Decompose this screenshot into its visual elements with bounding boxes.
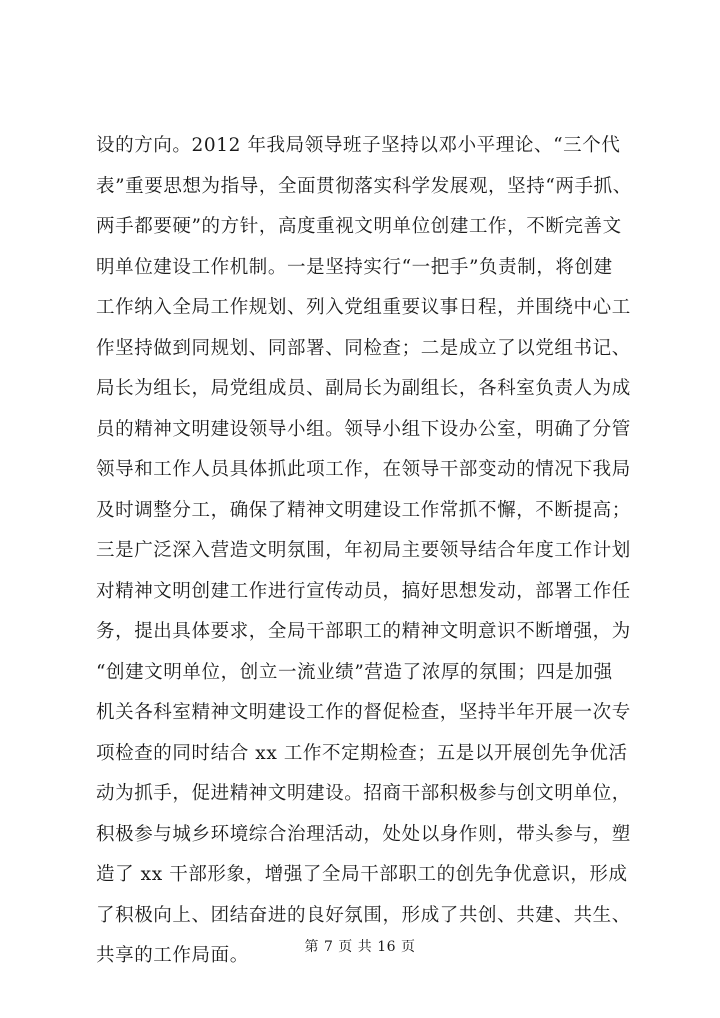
text-line: 动为抓手，促进精神文明建设。招商干部积极参与创文明单位， — [96, 783, 631, 804]
text-line: 工作纳入全局工作规划、列入党组重要议事日程，并围绕中心工 — [96, 297, 631, 318]
text-line: 务，提出具体要求，全局干部职工的精神文明意识不断增强，为 — [96, 621, 631, 642]
page-number-footer: 第 7 页 共 16 页 — [304, 939, 416, 955]
text-line: 机关各科室精神文明建设工作的督促检查，坚持半年开展一次专 — [96, 702, 631, 723]
text-line: “创建文明单位，创立一流业绩”营造了浓厚的氛围；四是加强 — [96, 661, 613, 683]
text-line: 对精神文明创建工作进行宣传动员，搞好思想发动，部署工作任 — [96, 580, 631, 602]
text-line: 设的方向。2012 年我局领导班子坚持以邓小平理论、“三个代 — [96, 135, 621, 156]
text-line: 表”重要思想为指导，全面贯彻落实科学发展观，坚持“两手抓、 — [96, 175, 632, 197]
text-line: 造了 xx 干部形象，增强了全局干部职工的创先争优意识，形成 — [96, 864, 628, 885]
body-paragraph — [96, 126, 656, 977]
text-line: 作坚持做到同规划、同部署、同检查；二是成立了以党组书记、 — [96, 337, 631, 359]
text-line: 了积极向上、团结奋进的良好氛围，形成了共创、共建、共生、 — [96, 904, 631, 926]
text-line: 明单位建设工作机制。一是坚持实行“一把手”负责制，将创建 — [96, 256, 613, 278]
text-line: 两手都要硬”的方针，高度重视文明单位创建工作，不断完善文 — [96, 216, 622, 237]
text-line: 员的精神文明建设领导小组。领导小组下设办公室，明确了分管 — [96, 418, 631, 440]
text-line: 项检查的同时结合 xx 工作不定期检查；五是以开展创先争优活 — [96, 742, 628, 764]
text-line: 领导和工作人员具体抓此项工作，在领导干部变动的情况下我局 — [96, 459, 631, 480]
text-line: 及时调整分工，确保了精神文明建设工作常抓不懈，不断提高； — [96, 499, 631, 521]
text-line: 三是广泛深入营造文明氛围，年初局主要领导结合年度工作计划 — [96, 540, 631, 561]
text-line: 积极参与城乡环境综合治理活动，处处以身作则，带头参与，塑 — [96, 823, 631, 845]
text-line: 局长为组长，局党组成员、副局长为副组长，各科室负责人为成 — [96, 378, 631, 399]
text-line: 共享的工作局面。 — [96, 945, 249, 966]
